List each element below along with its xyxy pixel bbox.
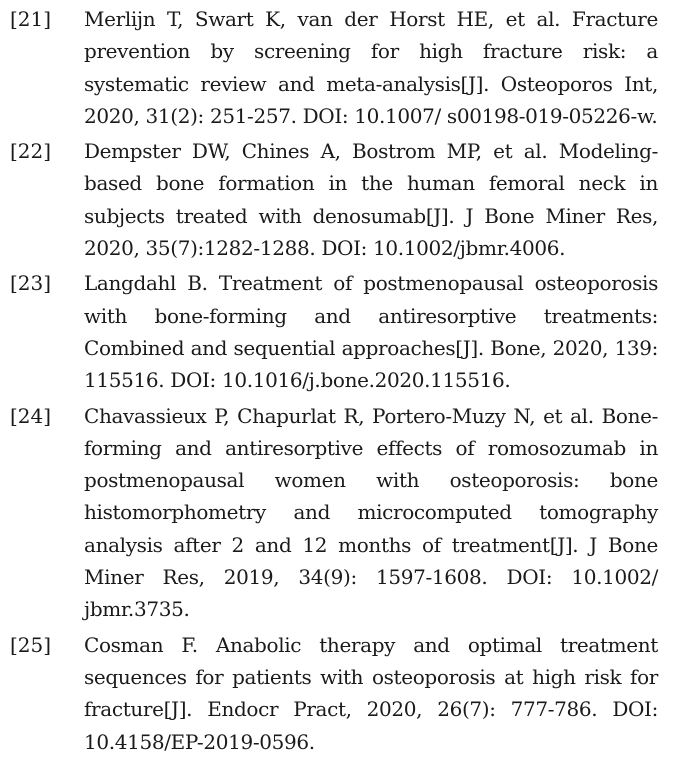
reference-item-21	[10, 3, 658, 132]
reference-number: [25]	[10, 632, 52, 657]
reference-text: Merlijn T, Swart K, van der Horst HE, et al. Fracture prevention by screening for high fracture risk: a systematic review and meta-analysis[J]. Osteoporos Int, 2020, 31(2): 251-257. DOI: 10.1007/ s00198-019-05226-w.	[84, 7, 658, 128]
reference-number: [24]	[10, 403, 52, 428]
reference-number: [21]	[10, 7, 52, 31]
reference-list	[10, 3, 658, 761]
reference-item-25	[10, 629, 658, 758]
reference-item-24	[10, 400, 658, 626]
reference-text: Langdahl B. Treatment of postmenopausal osteoporosis with bone-forming and antiresorptive treatments: Combined and sequential approaches[J]. Bone, 2020, 139: 115516. DOI: 10.1016/j.bone.2020.115516.	[84, 271, 658, 393]
reference-item-22	[10, 135, 658, 264]
reference-item-23	[10, 267, 658, 396]
reference-text: Dempster DW, Chines A, Bostrom MP, et al. Modeling-based bone formation in the human femoral neck in subjects treated with denosumab[J]. J Bone Miner Res, 2020, 35(7):1282-1288. DOI: 10.1002/jbmr.4006.	[84, 139, 658, 261]
reference-text: Chavassieux P, Chapurlat R, Portero-Muzy N, et al. Bone-forming and antiresorptive effects of romosozumab in postmenopausal women with osteoporosis: bone histomorphometry and microcomputed tomography analysis after 2 and 12 months of treatment[J]. J Bone Miner Res, 2019, 34(9): 1597-1608. DOI: 10.1002/ jbmr.3735.	[84, 403, 658, 622]
reference-text: Cosman F. Anabolic therapy and optimal treatment sequences for patients with osteoporosis at high risk for fracture[J]. Endocr Pract, 2020, 26(7): 777-786. DOI: 10.4158/EP-2019-0596.	[84, 632, 658, 754]
reference-number: [22]	[10, 139, 52, 164]
reference-number: [23]	[10, 271, 52, 296]
